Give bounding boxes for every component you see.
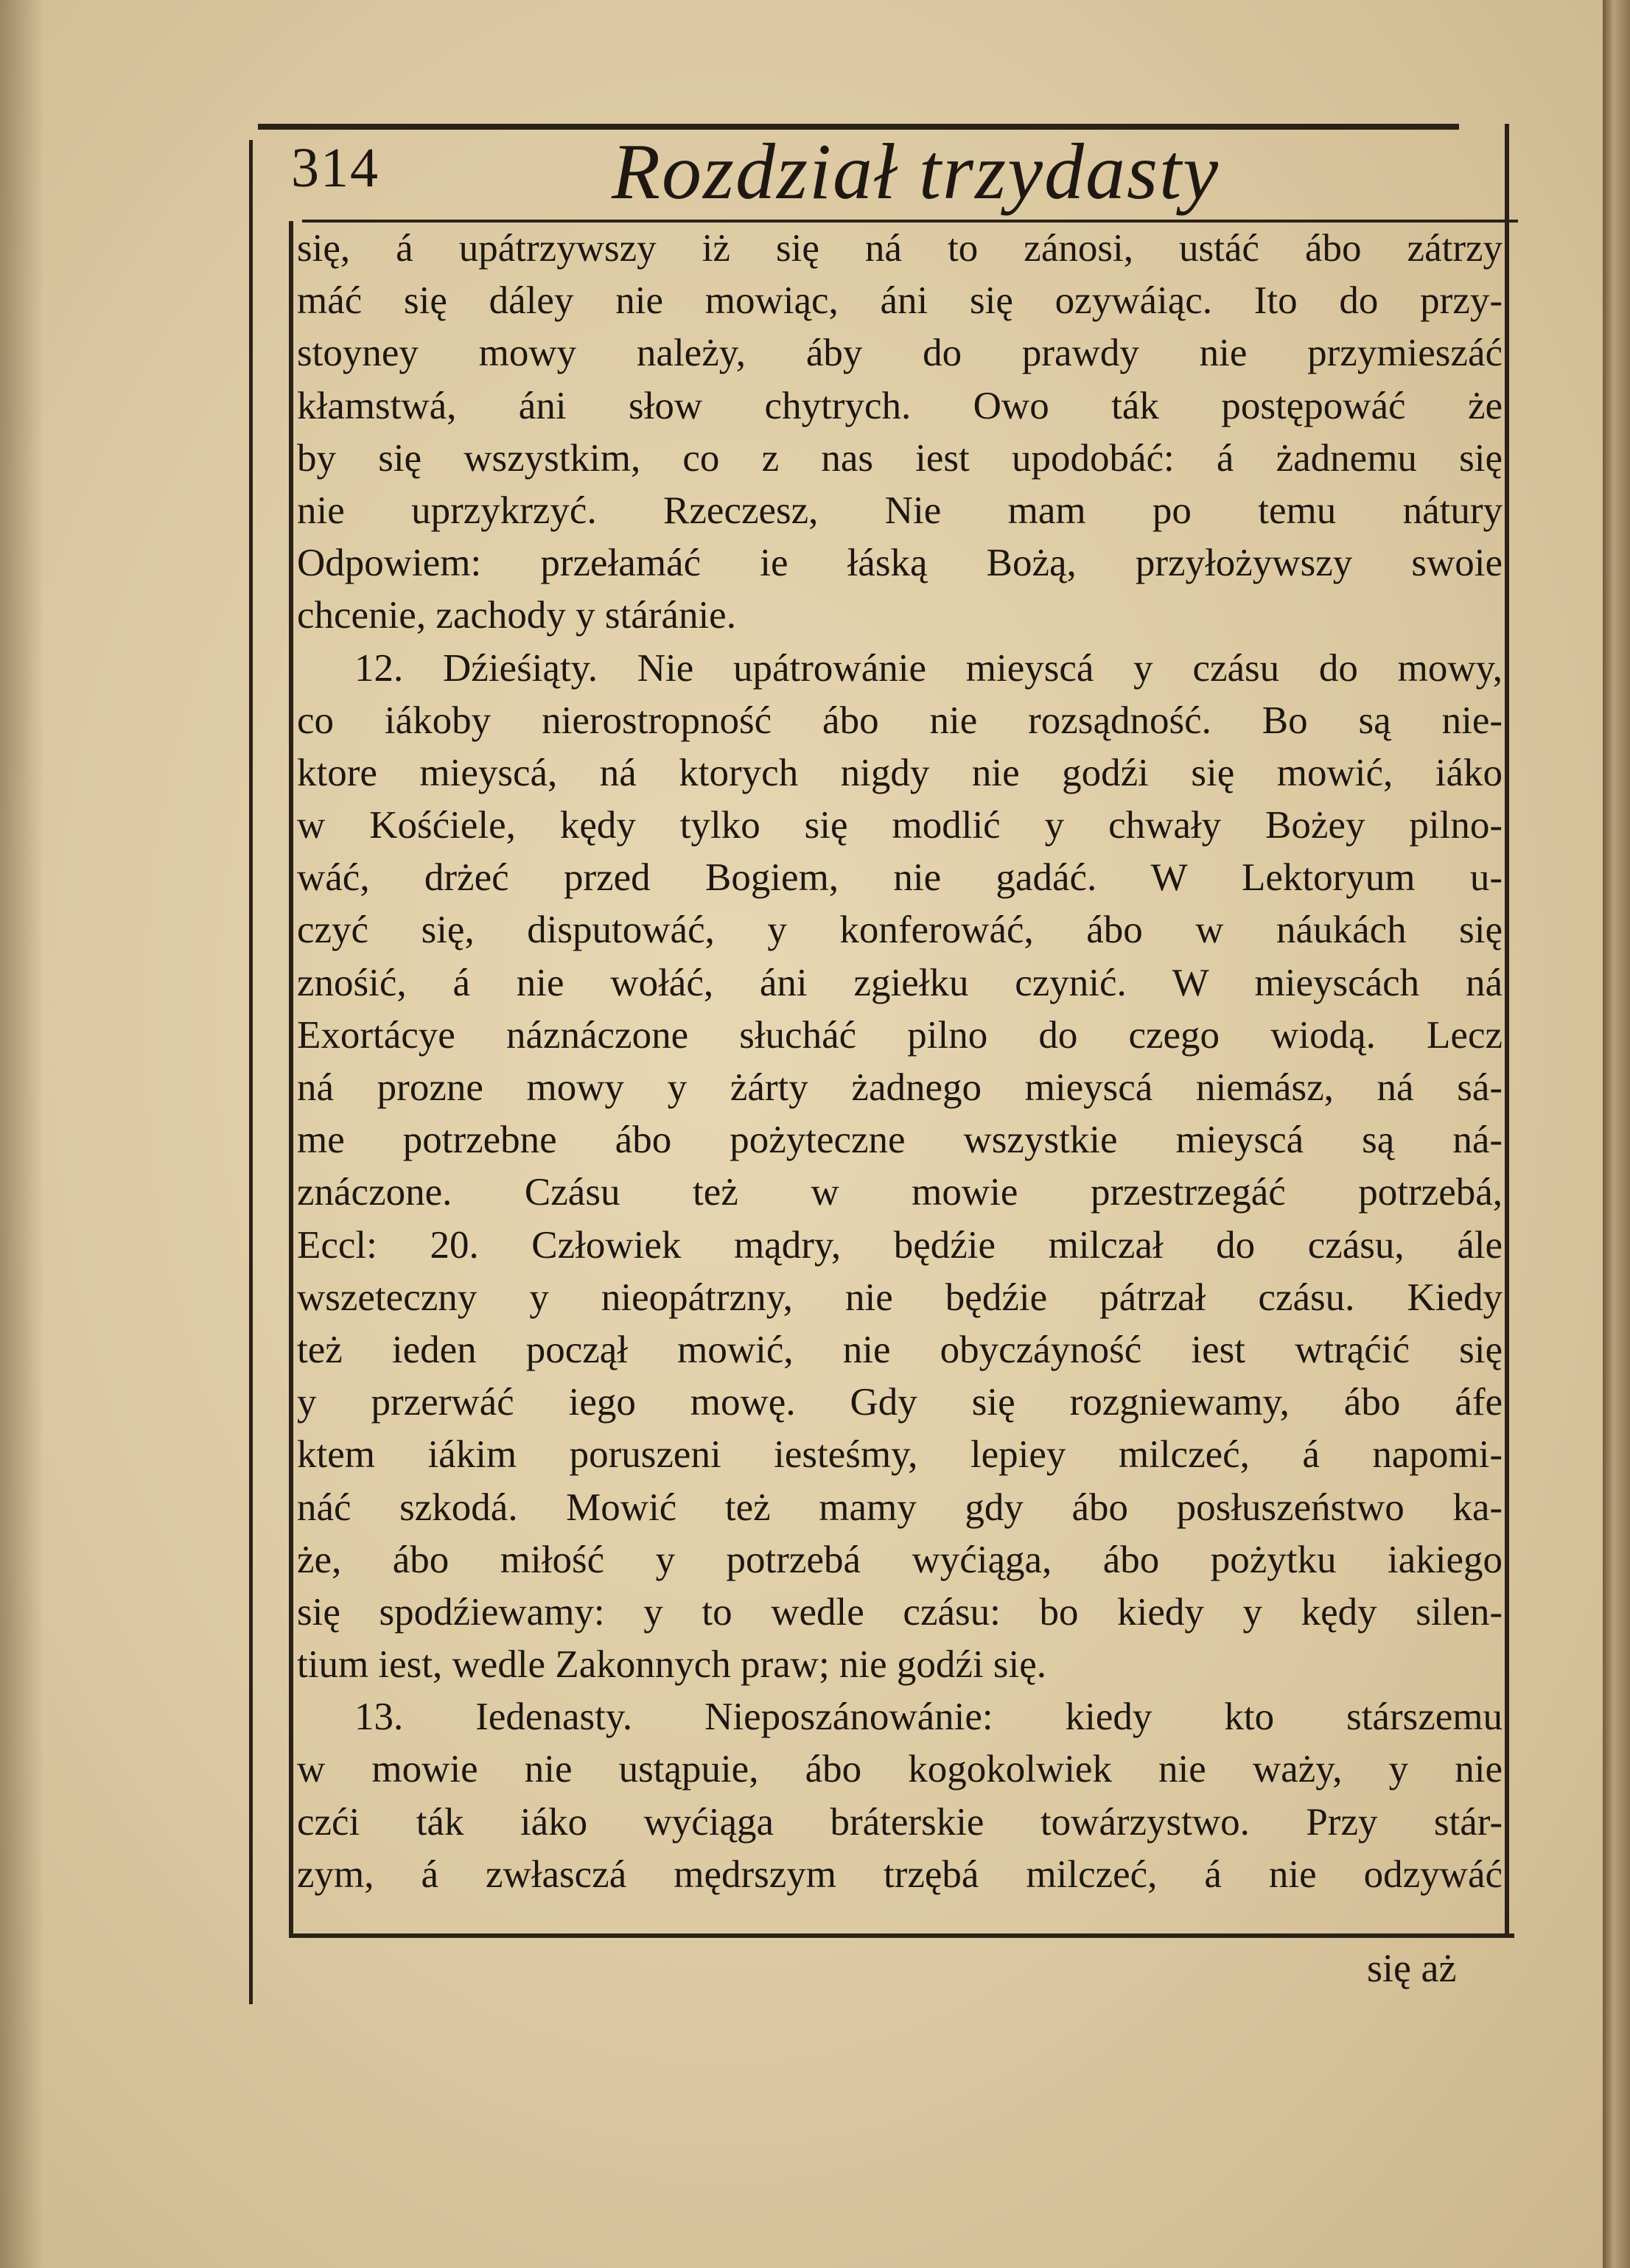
text-frame-right-border	[1505, 124, 1509, 1936]
text-line: się spodźiewamy: y to wedle czásu: bo kiedy y kędy silen-	[297, 1590, 1503, 1634]
text-line: znáczone. Czásu też w mowie przestrzegáć potrzebá,	[297, 1171, 1503, 1214]
text-line: wáć, drżeć przed Bogiem, nie gadáć. W Lektoryum u-	[297, 856, 1503, 900]
text-line: nie uprzykrzyć. Rzeczesz, Nie mam po temu nátury	[297, 489, 1503, 532]
text-line: Odpowiem: przełamáć ie łáską Bożą, przyłożywszy swoie	[297, 542, 1503, 585]
next-page-edge	[1603, 0, 1630, 2268]
text-line: Eccl: 20. Człowiek mądry, będźie milczał do czásu, ále	[297, 1223, 1503, 1267]
text-frame-bottom-rule	[291, 1933, 1514, 1938]
running-title: Rozdział trzydasty	[612, 128, 1220, 216]
outer-left-border	[249, 140, 253, 2004]
text-line: też ieden począł mowić, nie obyczáyność iest wtrąćić się	[297, 1328, 1503, 1371]
text-line: by się wszystkim, co z nas iest upodobáć: á żadnemu się	[297, 436, 1503, 480]
text-line: zym, á zwłasczá mędrszym trzębá milczeć, á nie odzywáć	[297, 1852, 1503, 1896]
text-line: náć szkodá. Mowić też mamy gdy ábo posłuszeństwo ka-	[297, 1485, 1503, 1529]
text-line: czći ták iáko wyćiąga bráterskie towárzystwo. Przy stár-	[297, 1800, 1503, 1844]
text-line: Exortácye náznáczone słucháć pilno do czego wiodą. Lecz	[297, 1013, 1503, 1057]
text-line: chcenie, zachody y stáránie.	[297, 594, 736, 637]
text-line: tium iest, wedle Zakonnych praw; nie godźi się.	[297, 1643, 1047, 1687]
page-gutter-shadow	[0, 0, 44, 2268]
text-frame-left-border	[289, 221, 293, 1938]
text-line: máć się dáley nie mowiąc, áni się ozywáiąc. Ito do przy-	[297, 279, 1503, 323]
text-line: że, ábo miłość y potrzebá wyćiąga, ábo pożytku iakiego	[297, 1538, 1503, 1581]
text-line: 12. Dźieśiąty. Nie upátrowánie mieyscá y czásu do mowy,	[354, 646, 1503, 690]
text-line: ktore mieyscá, ná ktorych nigdy nie godźi się mowić, iáko	[297, 751, 1503, 794]
text-line: w mowie nie ustąpuie, ábo kogokolwiek nie waży, y nie	[297, 1748, 1503, 1791]
text-line: się, á upátrzywszy iż się ná to zánosi, ustáć ábo zátrzy	[297, 227, 1503, 270]
text-line: ná prozne mowy y żárty żadnego mieyscá niemász, ná sá-	[297, 1066, 1503, 1109]
text-line: co iákoby nierostropność ábo nie rozsądność. Bo są nie-	[297, 699, 1503, 742]
text-line: znośić, á nie wołáć, áni zgiełku czynić. W mieyscách ná	[297, 961, 1503, 1004]
text-line: kłamstwá, áni słow chytrych. Owo ták postępowáć że	[297, 384, 1503, 427]
text-line: w Kośćiele, kędy tylko się modlić y chwały Bożey pilno-	[297, 804, 1503, 847]
body-text	[297, 223, 1503, 1901]
text-line: czyć się, disputowáć, y konferowáć, ábo w náukách się	[297, 909, 1503, 952]
text-line: me potrzebne ábo pożyteczne wszystkie mieyscá są ná-	[297, 1119, 1503, 1162]
text-line: ktem iákim poruszeni iesteśmy, lepiey milczeć, á napomi-	[297, 1433, 1503, 1477]
text-line: 13. Iedenasty. Nieposzánowánie: kiedy kto stárszemu	[354, 1695, 1503, 1739]
text-line: stoyney mowy należy, áby do prawdy nie przymieszáć	[297, 332, 1503, 375]
text-line: wszeteczny y nieopátrzny, nie będźie pátrzał czásu. Kiedy	[297, 1275, 1503, 1319]
text-line: y przerwáć iego mowę. Gdy się rozgniewamy, ábo áfe	[297, 1381, 1503, 1424]
catchword: się aż	[1367, 1946, 1457, 1990]
page-number: 314	[291, 137, 379, 199]
